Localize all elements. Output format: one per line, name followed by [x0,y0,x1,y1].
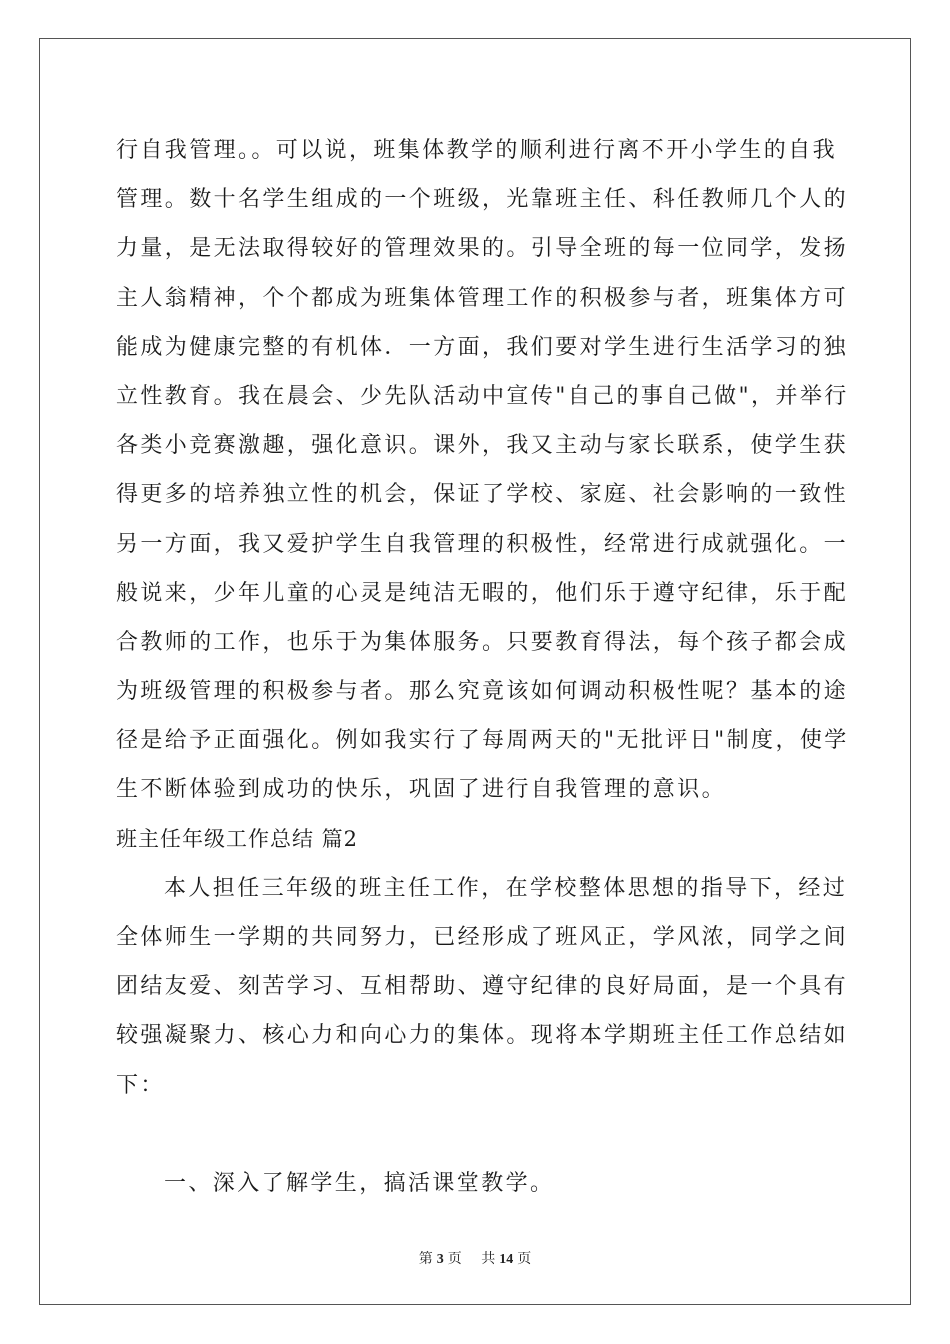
text-line: 另一方面，我又爱护学生自我管理的积极性，经常进行成就强化。一 [116,531,849,557]
total-pages: 14 [499,1252,514,1267]
text-line: 本人担任三年级的班主任工作，在学校整体思想的指导下，经过 [164,875,848,901]
total-suffix: 页 [517,1252,532,1267]
blank-line [116,1110,836,1159]
text-line: 立性教育。我在晨会、少先队活动中宣传"自己的事自己做"，并举行 [116,383,849,409]
text-line: 团结友爱、刻苦学习、互相帮助、遵守纪律的良好局面，是一个具有 [116,974,849,1000]
text-line: 合教师的工作，也乐于为集体服务。只要教育得法，每个孩子都会成 [116,629,849,655]
text-line: 得更多的培养独立性的机会，保证了学校、家庭、社会影响的一致性 [116,482,849,508]
page-total [477,1252,535,1267]
text-line: 为班级管理的积极参与者。那么究竟该如何调动积极性呢？基本的途 [116,679,849,705]
text-line: 管理。数十名学生组成的一个班级，光靠班主任、科任教师几个人的 [116,187,849,213]
text-line: 一、深入了解学生，搞活课堂教学。 [164,1170,555,1196]
text-line: 能成为健康完整的有机体．一方面，我们要对学生进行生活学习的独 [116,334,849,360]
section-heading: 班主任年级工作总结 篇2 [116,826,359,851]
text-line: 生不断体验到成功的快乐，巩固了进行自我管理的意识。 [116,777,727,803]
text-line: 较强凝聚力、核心力和向心力的集体。现将本学期班主任工作总结如 [116,1023,849,1049]
page-prefix: 第 [418,1252,433,1267]
text-line: 主人翁精神，个个都成为班集体管理工作的积极参与者，班集体方可 [116,285,849,311]
page-number [415,1252,466,1267]
text-line: 径是给予正面强化。例如我实行了每周两天的"无批评日"制度，使学 [116,728,849,754]
text-line: 般说来，少年儿童的心灵是纯洁无暇的，他们乐于遵守纪律，乐于配 [116,580,849,606]
text-line: 下： [116,1072,165,1098]
page-suffix: 页 [447,1252,462,1267]
document-body [116,126,849,1208]
total-prefix: 共 [481,1252,496,1267]
text-line: 全体师生一学期的共同努力，已经形成了班风正，学风浓，同学之间 [116,925,849,950]
text-line: 力量，是无法取得较好的管理效果的。引导全班的每一位同学，发扬 [116,236,849,262]
text-line: 行自我管理。。可以说，班集体教学的顺利进行离不开小学生的自我 [116,138,838,163]
page-footer [0,1248,950,1268]
current-page: 3 [436,1252,444,1267]
text-line: 各类小竞赛激趣，强化意识。课外，我又主动与家长联系，使学生获 [116,433,849,459]
